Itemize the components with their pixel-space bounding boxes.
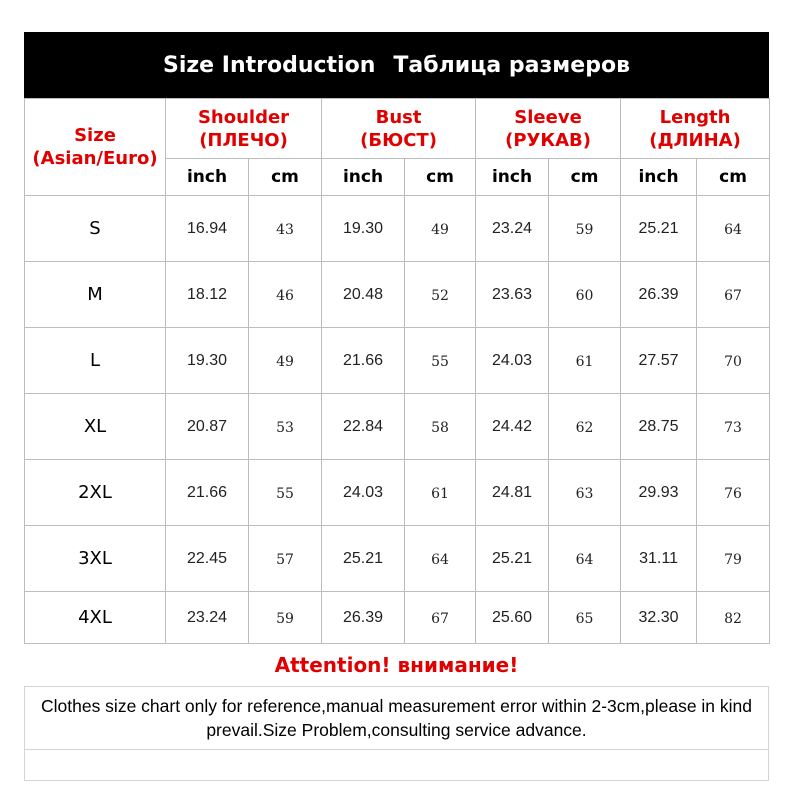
shoulder-cm-cell: 57 — [249, 526, 322, 592]
sleeve-inch-cell: 24.03 — [476, 328, 549, 394]
table-row — [25, 196, 770, 262]
bust-inch-cell: 25.21 — [322, 526, 405, 592]
shoulder-inch-cell: 22.45 — [166, 526, 249, 592]
table-row — [25, 394, 770, 460]
length-inch-cell: 29.93 — [621, 460, 697, 526]
shoulder-inch-cell: 16.94 — [166, 196, 249, 262]
shoulder-inch-cell: 23.24 — [166, 592, 249, 644]
sleeve-inch-cell: 25.60 — [476, 592, 549, 644]
unit-cm: cm — [697, 159, 770, 196]
header-bust: Bust (БЮСТ) — [322, 99, 476, 159]
sleeve-inch-cell: 25.21 — [476, 526, 549, 592]
header-row-measurements — [25, 99, 770, 159]
reference-note-text: Clothes size chart only for reference,manual measurement error within 2-3cm,please in kind prevail.Size Problem,consulting service advance. — [40, 696, 752, 740]
table-row — [25, 592, 770, 644]
size-cell: XL — [25, 394, 166, 460]
size-chart — [24, 32, 769, 781]
unit-cm: cm — [249, 159, 322, 196]
header-length: Length (ДЛИНА) — [621, 99, 770, 159]
size-cell: 4XL — [25, 592, 166, 644]
sleeve-inch-cell: 23.24 — [476, 196, 549, 262]
bust-cm-cell: 61 — [405, 460, 476, 526]
bust-cm-cell: 58 — [405, 394, 476, 460]
reference-note — [24, 686, 769, 749]
shoulder-cm-cell: 46 — [249, 262, 322, 328]
sleeve-cm-cell: 59 — [549, 196, 621, 262]
length-cm-cell: 79 — [697, 526, 770, 592]
bust-cm-cell: 52 — [405, 262, 476, 328]
unit-cm: cm — [549, 159, 621, 196]
size-cell: L — [25, 328, 166, 394]
bust-inch-cell: 21.66 — [322, 328, 405, 394]
bust-inch-cell: 22.84 — [322, 394, 405, 460]
title-ru: Таблица размеров — [393, 52, 630, 78]
shoulder-cm-cell: 49 — [249, 328, 322, 394]
size-cell: S — [25, 196, 166, 262]
bust-inch-cell: 19.30 — [322, 196, 405, 262]
length-inch-cell: 26.39 — [621, 262, 697, 328]
shoulder-cm-cell: 43 — [249, 196, 322, 262]
size-cell: M — [25, 262, 166, 328]
shoulder-inch-cell: 21.66 — [166, 460, 249, 526]
unit-inch: inch — [322, 159, 405, 196]
length-cm-cell: 70 — [697, 328, 770, 394]
table-row — [25, 262, 770, 328]
size-cell: 2XL — [25, 460, 166, 526]
bust-inch-cell: 20.48 — [322, 262, 405, 328]
bust-inch-cell: 26.39 — [322, 592, 405, 644]
shoulder-inch-cell: 18.12 — [166, 262, 249, 328]
bust-cm-cell: 64 — [405, 526, 476, 592]
sleeve-inch-cell: 24.42 — [476, 394, 549, 460]
shoulder-inch-cell: 19.30 — [166, 328, 249, 394]
sleeve-cm-cell: 60 — [549, 262, 621, 328]
length-inch-cell: 31.11 — [621, 526, 697, 592]
unit-cm: cm — [405, 159, 476, 196]
sleeve-cm-cell: 62 — [549, 394, 621, 460]
shoulder-cm-cell: 59 — [249, 592, 322, 644]
shoulder-inch-cell: 20.87 — [166, 394, 249, 460]
title-bar — [24, 32, 769, 98]
table-row — [25, 526, 770, 592]
length-cm-cell: 67 — [697, 262, 770, 328]
sleeve-cm-cell: 65 — [549, 592, 621, 644]
length-inch-cell: 25.21 — [621, 196, 697, 262]
unit-inch: inch — [476, 159, 549, 196]
bust-inch-cell: 24.03 — [322, 460, 405, 526]
length-inch-cell: 32.30 — [621, 592, 697, 644]
unit-inch: inch — [621, 159, 697, 196]
unit-inch: inch — [166, 159, 249, 196]
shoulder-cm-cell: 53 — [249, 394, 322, 460]
sleeve-inch-cell: 24.81 — [476, 460, 549, 526]
attention-heading: Attention! внимание! — [274, 653, 519, 677]
shoulder-cm-cell: 55 — [249, 460, 322, 526]
size-cell: 3XL — [25, 526, 166, 592]
bust-cm-cell: 55 — [405, 328, 476, 394]
bust-cm-cell: 67 — [405, 592, 476, 644]
sleeve-cm-cell: 63 — [549, 460, 621, 526]
length-inch-cell: 28.75 — [621, 394, 697, 460]
length-cm-cell: 73 — [697, 394, 770, 460]
table-row — [25, 328, 770, 394]
size-table — [24, 98, 770, 644]
table-row — [25, 460, 770, 526]
header-size: Size (Asian/Euro) — [25, 99, 166, 196]
length-cm-cell: 76 — [697, 460, 770, 526]
sleeve-cm-cell: 61 — [549, 328, 621, 394]
length-cm-cell: 64 — [697, 196, 770, 262]
header-shoulder: Shoulder (ПЛЕЧО) — [166, 99, 322, 159]
sleeve-cm-cell: 64 — [549, 526, 621, 592]
sleeve-inch-cell: 23.63 — [476, 262, 549, 328]
bust-cm-cell: 49 — [405, 196, 476, 262]
length-cm-cell: 82 — [697, 592, 770, 644]
header-sleeve: Sleeve (РУКАВ) — [476, 99, 621, 159]
title-en: Size Introduction — [162, 52, 376, 78]
length-inch-cell: 27.57 — [621, 328, 697, 394]
empty-footer-box — [24, 749, 769, 781]
